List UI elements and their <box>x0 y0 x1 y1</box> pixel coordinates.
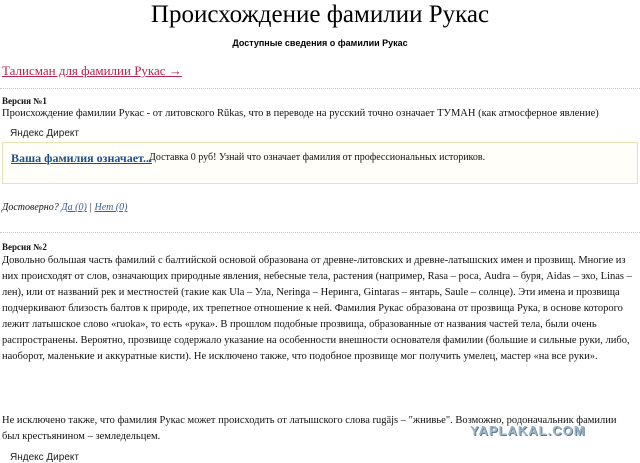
ad-link[interactable]: Ваша фамилия означает... <box>11 151 153 165</box>
page-title: Происхождение фамилии Рукас <box>150 1 490 28</box>
ad-label: Яндекс Директ <box>10 128 79 139</box>
version-1-text: Происхождение фамилии Рукас - от литовского Rūkas, что в переводе на русский точно означает ТУМАН (как атмосферное явление) <box>2 108 599 119</box>
vote-question: Достоверно? <box>2 202 59 213</box>
vote-separator: | <box>89 202 93 213</box>
page-subtitle: Доступные сведения о фамилии Рукас <box>232 38 408 48</box>
version-2-label: Версия №2 <box>2 242 47 252</box>
talisman-link[interactable]: Талисман для фамилии Рукас → <box>2 63 182 78</box>
version-2-text: Довольно большая часть фамилий с балтийской основой образована от древне-литовских и древне-латышских имен и прозвищ. Многие из них происходят от слов, означающих природные явления, небесные тела, растения (например, Rasa – роса, Audra – буря, Aidas – эхо, Linas – лен), или от названий рек и местностей (такие как Ula – Ула, Neringa – Неринга, Gintaras – янтарь, Saule – солнце). Эти имена и прозвища подчеркивают близость балтов к природе, их трепетное отношение к ней. Фамилия Рукас образована от прозвища Рука, в основе которого лежит латышское слово «ruoka», то есть «рука». В прошлом подобные прозвища, образованные от названия частей тела, были очень распространены. Вероятно, прозвище содержало указание на особенности внешности основателя фамилии (большие и сильные руки, либо, наоборот, маленькие и аккуратные кисти). Не исключено также, что подобное прозвище мог получить умелец, мастер «на все руки». <box>2 255 632 362</box>
vote-yes-link[interactable]: Да (0) <box>61 202 87 213</box>
version-2-text-extra: Не исключено также, что фамилия Рукас может происходить от латышского слова rugājs – "жнивье". Возможно, родоначальник фамилии был крестьянином – земледельцем. <box>2 415 617 442</box>
vote-row <box>2 202 127 213</box>
version-1-label: Версия №1 <box>2 96 47 106</box>
ad-block <box>2 142 638 184</box>
ad-description: Доставка 0 руб! Узнай что означает фамилия от профессиональных историков. <box>149 152 486 163</box>
divider <box>0 88 640 89</box>
ad-label-2: Яндекс Директ <box>10 452 79 463</box>
divider <box>0 232 640 233</box>
site-watermark: YAPLAKAL.COM <box>470 423 586 438</box>
vote-no-link[interactable]: Нет (0) <box>94 202 128 213</box>
